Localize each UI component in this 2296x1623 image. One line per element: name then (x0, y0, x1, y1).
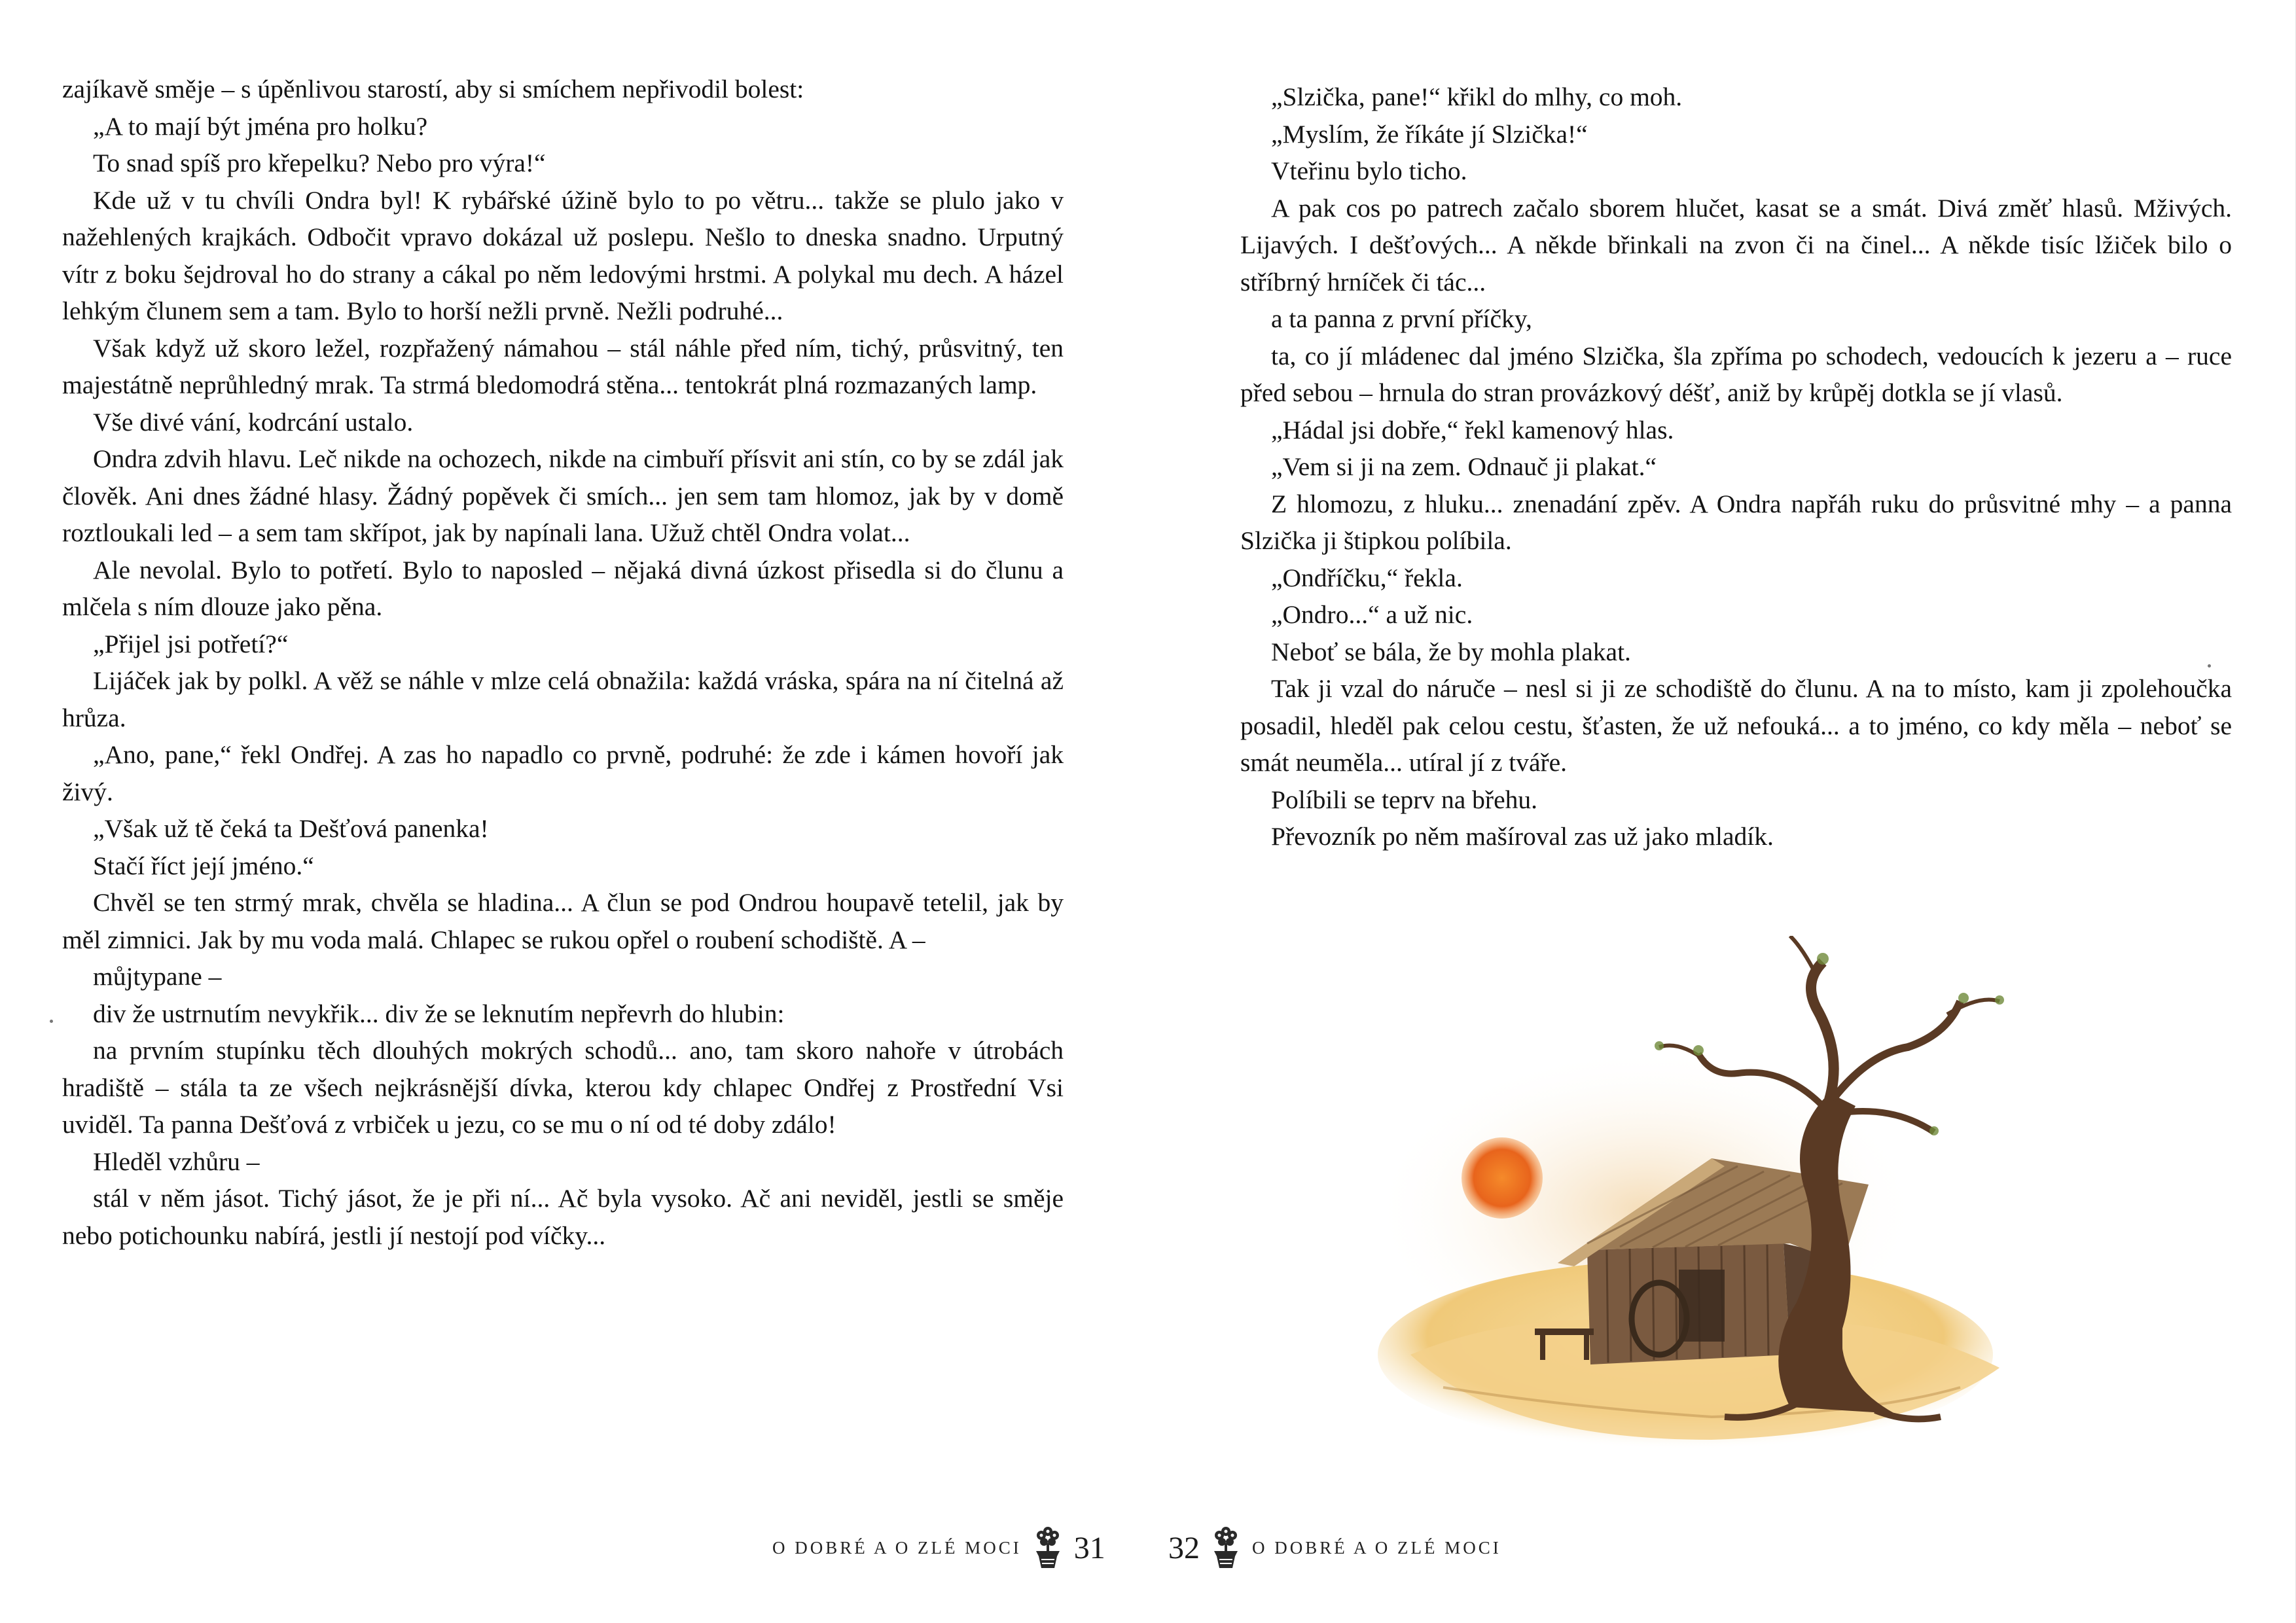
paragraph: Chvěl se ten strmý mrak, chvěla se hladina... A člun se pod Ondrou houpavě tetelil, jak by měl zimnici. Jak by mu voda malá. Chlapec se rukou opřel o roubení schodiště. A – (62, 888, 1064, 954)
right-page-text (1240, 79, 2232, 855)
paragraph: Tak ji vzal do náruče – nesl si ji ze schodiště do člunu. A na to místo, kam ji zpolehoučka posadil, hleděl pak celou cestu, šťasten, že už nefouká... a to jméno, co kdy měla – neboť se smát neuměla... utíral jí z tváře. (1240, 674, 2232, 777)
page-number-left: 31 (1073, 1530, 1105, 1565)
paragraph: ta, co jí mládenec dal jméno Slzička, šla zpříma po schodech, vedoucích k jezeru a – ruce před sebou – hrnula do stran provázkový déšť, aniž by krůpěj dotkla se jí vlasů. (1240, 341, 2232, 407)
sun-shape (1462, 1137, 1543, 1219)
page-number-right: 32 (1168, 1530, 1200, 1565)
paragraph: Však když už skoro ležel, rozpřažený námahou – stál náhle před ním, tichý, průsvitný, ten majestátně neprůhledný mrak. Ta strmá bledomodrá stěna... tentokrát plná rozmazaných lamp. (62, 333, 1064, 399)
paragraph: Políbili se teprv na břehu. (1271, 785, 1537, 814)
paragraph: „Však už tě čeká ta Dešťová panenka! (93, 814, 489, 843)
running-title-left: O DOBRÉ A O ZLÉ MOCI (772, 1537, 1022, 1558)
footer-left (772, 1528, 1105, 1567)
flower-pot-icon (1209, 1526, 1243, 1569)
hut-illustration (1371, 936, 2032, 1459)
paragraph: Převozník po něm mašíroval zas už jako mladík. (1271, 822, 1774, 851)
paragraph: Lijáček jak by polkl. A věž se náhle v mlze celá obnažila: každá vráska, spára na ní čitelná až hrůza. (62, 666, 1064, 732)
paragraph: „Vem si ji na zem. Odnauč ji plakat.“ (1271, 452, 1657, 481)
paragraph: „Ano, pane,“ řekl Ondřej. A zas ho napadlo co prvně, podruhé: že zde i kámen hovoří jak živý. (62, 740, 1064, 806)
paragraph: stál v něm jásot. Tichý jásot, že je při ní... Ač byla vysoko. Ač ani neviděl, jestli se směje nebo potichounku nabírá, jestli jí nestojí pod víčky... (62, 1184, 1064, 1250)
paragraph: Ale nevolal. Bylo to potřetí. Bylo to naposled – nějaká divná úzkost přisedla si do člunu a mlčela s ním dlouze jako pěna. (62, 555, 1064, 621)
paragraph: A pak cos po patrech začalo sborem hlučet, kasat se a smát. Divá změť hlasů. Mživých. Lijavých. I dešťových... A někde břinkali na zvon či na činel... A někde tisíc lžiček bilo o stříbrný hrníček či tác... (1240, 193, 2232, 296)
paragraph: To snad spíš pro křepelku? Nebo pro výra!“ (93, 149, 546, 177)
paragraph: zajíkavě směje – s úpěnlivou starostí, aby si smíchem nepřivodil bolest: (62, 75, 804, 103)
flower-pot-icon (1031, 1526, 1065, 1569)
paragraph: Neboť se bála, že by mohla plakat. (1271, 637, 1631, 666)
paragraph: div že ustrnutím nevykřik... div že se leknutím nepřevrh do hlubin: (93, 999, 785, 1028)
paragraph: Kde už v tu chvíli Ondra byl! K rybářské úžině bylo to po větru... takže se plulo jako v nažehlených krajkách. Odbočit vpravo dokázal už poslepu. Nešlo to dneska snadno. Urputný vítr z boku šejdroval ho do strany a cákal po něm ledovými hrstmi. A polykal mu dech. A házel lehkým člunem sem a tam. Bylo to horší nežli prvně. Nežli podruhé... (62, 185, 1064, 325)
paragraph: můjtypane – (93, 962, 222, 991)
paragraph: na prvním stupínku těch dlouhých mokrých schodů... ano, tam skoro nahoře v útrobách hradiště – stála ta ze všech nejkrásnější dívka, kterou kdy chlapec Ondřej z Prostřední Vsi uviděl. Ta panna Dešťová z vrbiček u jezu, co se mu o ní od té doby zdálo! (62, 1036, 1064, 1139)
left-page-text (62, 71, 1064, 1254)
paragraph: Vše divé vání, kodrcání ustalo. (93, 407, 414, 437)
paragraph: Stačí říct její jméno.“ (93, 851, 314, 880)
paragraph: Vteřinu bylo ticho. (1271, 156, 1467, 185)
paragraph: Z hlomozu, z hluku... znenadání zpěv. A Ondra napřáh ruku do průsvitné mhy – a panna Slzička ji štipkou políbila. (1240, 489, 2232, 555)
paragraph: „Myslím, že říkáte jí Slzička!“ (1271, 119, 1588, 149)
paragraph: „Ondro...“ a už nic. (1271, 600, 1473, 629)
running-title-right: O DOBRÉ A O ZLÉ MOCI (1252, 1537, 1501, 1558)
paragraph: Ondra zdvih hlavu. Leč nikde na ochozech, nikde na cimbuří přísvit ani stín, co by se zdál jak člověk. Ani dnes žádné hlasy. Žádný popěvek či smích... jen sem tam hlomoz, jak by v domě roztloukali led – a sem tam skřípot, jak by napínali lana. Užuž chtěl Ondra volat... (62, 444, 1064, 547)
paragraph: „Ondříčku,“ řekla. (1271, 563, 1463, 592)
footer-right (1168, 1528, 1501, 1567)
paragraph: „Přijel jsi potřetí?“ (93, 629, 289, 658)
print-speck (50, 1020, 53, 1023)
paragraph: „Hádal jsi dobře,“ řekl kamenový hlas. (1271, 415, 1674, 444)
paragraph: Hleděl vzhůru – (93, 1147, 260, 1176)
paragraph: „Slzička, pane!“ křikl do mlhy, co moh. (1271, 82, 1683, 111)
print-speck (2208, 664, 2211, 668)
paragraph: „A to mají být jména pro holku? (93, 111, 428, 141)
paragraph: a ta panna z první příčky, (1271, 304, 1532, 333)
